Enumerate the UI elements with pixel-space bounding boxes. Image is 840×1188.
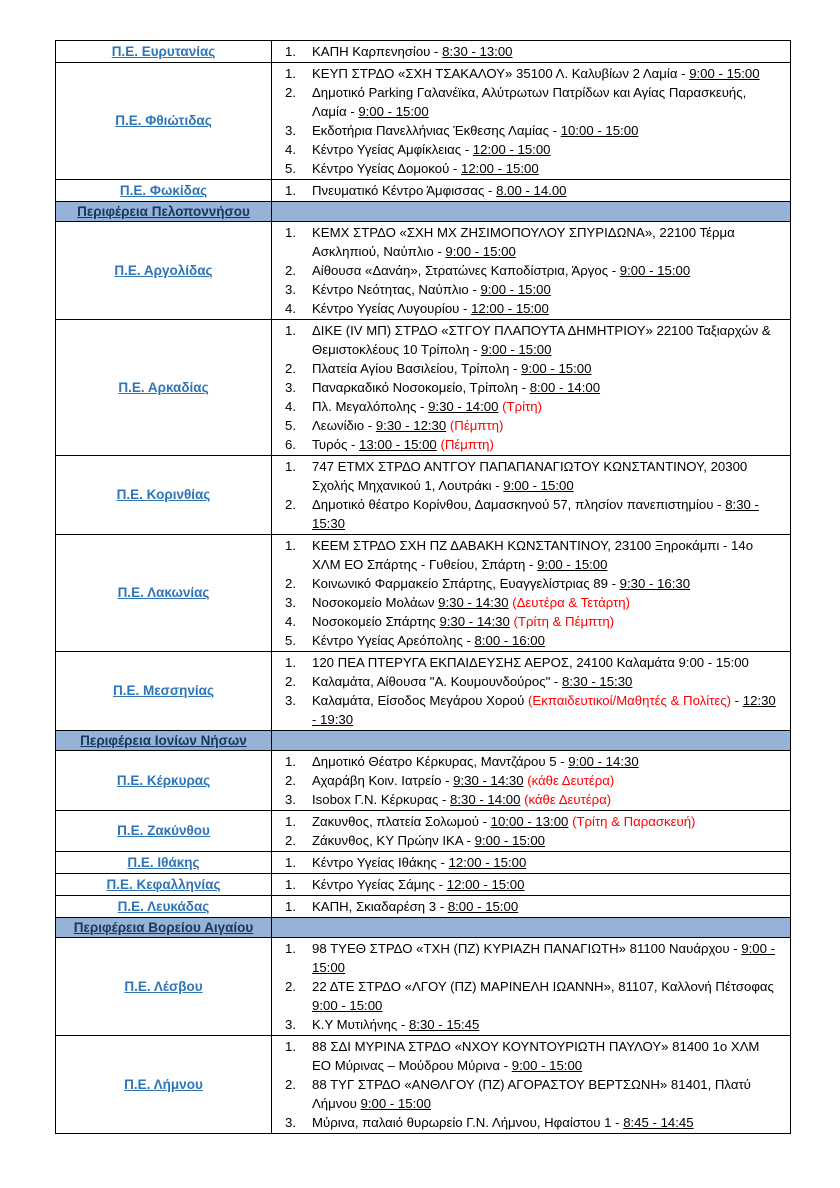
location-item [272,897,790,916]
unit-name-cell [56,222,272,320]
unit-name-cell [56,652,272,731]
hours-range: 9:00 - 15:00 [537,557,608,572]
location-text: Κέντρο Υγείας Δομοκού - [312,161,461,176]
locations-cell [272,41,791,63]
region-header-label: Περιφέρεια Πελοποννήσου [77,204,250,219]
hours-range: 8:00 - 16:00 [474,633,545,648]
location-item [272,435,790,454]
item-text [312,378,790,397]
location-item [272,121,790,140]
location-item [272,397,790,416]
unit-row [56,1036,791,1134]
unit-row [56,938,791,1036]
item-number: 5. [285,633,296,648]
hours-range: 12:00 - 15:00 [446,877,525,892]
day-note: (Τρίτη & Παρασκευή) [572,814,696,829]
hours-range: 9:00 - 15:00 [358,104,429,119]
item-number: 2. [285,1077,296,1092]
item-number: 1. [285,754,296,769]
item-text [312,691,790,729]
hours-range: 8.00 - 14.00 [496,183,567,198]
hours-range: 9:30 - 16:30 [619,576,691,591]
hours-range: 9:00 - 15:00 [503,478,574,493]
item-text [312,121,790,140]
item-text [312,653,790,672]
item-number: 2. [285,497,296,512]
unit-name-cell [56,896,272,918]
location-item [272,299,790,318]
item-text [312,593,790,612]
hours-range: 9:00 - 15:00 [312,941,776,975]
region-header-row [56,202,791,222]
hours-range: 9:00 - 15:00 [445,244,516,259]
location-item [272,939,790,977]
item-number: 1. [285,459,296,474]
item-number: 3. [285,282,296,297]
location-text: Πλατεία Αγίου Βασιλείου, Τρίπολη - [312,361,522,376]
item-number: 6. [285,437,296,452]
hours-range: 9:00 - 15:00 [511,1058,583,1073]
hours-range: 9:00 - 15:00 [619,263,691,278]
item-number: 3. [285,123,296,138]
hours-range: 9:00 - 15:00 [312,998,383,1013]
location-item [272,672,790,691]
day-note: (Τρίτη & Πέμπτη) [513,614,615,629]
item-text [312,181,790,200]
locations-cell [272,652,791,731]
item-text [312,771,790,790]
location-text: Ζάκυνθος, ΚΥ Πρώην ΙΚΑ - [312,833,475,848]
unit-row [56,180,791,202]
location-item [272,64,790,83]
location-text: Πνευματικό Κέντρο Άμφισσας - [312,183,497,198]
locations-cell [272,320,791,456]
location-text: Κέντρο Υγείας Αρεόπολης - [312,633,475,648]
item-number: 4. [285,614,296,629]
item-text [312,1037,790,1075]
unit-name-cell [56,456,272,535]
locations-cell [272,751,791,811]
location-text: Κοινωνικό Φαρμακείο Σπάρτης, Ευαγγελίστριας 89 - [312,576,620,591]
item-text [312,299,790,318]
item-text [312,939,790,977]
hours-range: 12:30 - 19:30 [312,693,776,727]
item-text [312,1075,790,1113]
location-text: 120 ΠΕΑ ΠΤΕΡΥΓΑ ΕΚΠΑΙΔΕΥΣΗΣ ΑΕΡΟΣ, 24100 Καλαμάτα 9:00 - 15:00 [312,655,749,670]
unit-link[interactable]: Π.Ε. Αργολίδας [114,262,213,278]
region-header-label: Περιφέρεια Ιονίων Νήσων [80,733,247,748]
unit-link[interactable]: Π.Ε. Λακωνίας [117,585,210,600]
item-number: 1. [285,877,296,892]
unit-row [56,320,791,456]
hours-range: 9:30 - 14:30 [439,614,510,629]
hours-range: 9:00 - 15:00 [360,1096,431,1111]
item-number: 1. [285,1039,296,1054]
location-item [272,359,790,378]
item-text [312,812,790,831]
item-text [312,42,790,61]
item-number: 1. [285,44,296,59]
location-item [272,536,790,574]
location-text: ΔΙΚΕ (ΙV ΜΠ) ΣΤΡΔΟ «ΣΤΓΟΥ ΠΛΑΠΟΥΤΑ ΔΗΜΗΤΡΙΟΥ» 22100 Ταξιαρχών & Θεμιστοκλέους 10 Τρίπολη - [312,323,771,357]
item-text [312,612,790,631]
region-header-cell [56,918,272,938]
location-text: Μύρινα, παλαιό θυρωρείο Γ.Ν. Λήμνου, Ηφαίστου 1 - [312,1115,624,1130]
locations-cell [272,180,791,202]
item-text [312,875,790,894]
unit-row [56,751,791,811]
location-item [272,321,790,359]
item-text [312,495,790,533]
hours-range: 8:30 - 15:30 [561,674,633,689]
item-text [312,1015,790,1034]
location-item [272,140,790,159]
location-item [272,691,790,729]
region-header-label: Περιφέρεια Βορείου Αιγαίου [73,920,254,935]
unit-row [56,852,791,874]
location-item [272,457,790,495]
location-text: 98 ΤΥΕΘ ΣΤΡΔΟ «ΤΧΗ (ΠΖ) ΚΥΡΙΑΖΗ ΠΑΝΑΓΙΩΤΗ» 81100 Ναυάρχου - [312,941,742,956]
item-number: 3. [285,1017,296,1032]
unit-row [56,456,791,535]
location-text: Δημοτικό Θέατρο Κέρκυρας, Μαντζάρου 5 - [312,754,569,769]
region-header-row [56,731,791,751]
location-text: Καλαμάτα, Είσοδος Μεγάρου Χορού [312,693,529,708]
locations-cell [272,896,791,918]
item-number: 1. [285,941,296,956]
unit-row [56,535,791,652]
location-item [272,812,790,831]
location-item [272,1113,790,1132]
location-text: Νοσοκομείο Σπάρτης [312,614,440,629]
location-item [272,261,790,280]
location-text: Ζακυνθος, πλατεία Σολωμού - [312,814,491,829]
item-number: 2. [285,576,296,591]
item-text [312,416,790,435]
hours-range: 13:00 - 15:00 [359,437,437,452]
location-item [272,416,790,435]
hours-range: 9:00 - 15:00 [480,282,551,297]
location-text: ΚΑΠΗ Καρπενησίου - [312,44,443,59]
item-number: 4. [285,399,296,414]
locations-cell [272,874,791,896]
location-text: 88 ΣΔΙ ΜΥΡΙΝΑ ΣΤΡΔΟ «ΝΧΟΥ ΚΟΥΝΤΟΥΡΙΩΤΗ ΠΑΥΛΟΥ» 81400 1ο ΧΛΜ ΕΟ Μύρινας – Μούδρου Μύρινα - [312,1039,760,1073]
hours-range: 8:45 - 14:45 [623,1115,694,1130]
locations-cell [272,811,791,852]
location-item [272,612,790,631]
item-text [312,321,790,359]
item-number: 1. [285,538,296,553]
region-header-row [56,918,791,938]
unit-row [56,63,791,180]
unit-name-cell [56,1036,272,1134]
item-number: 3. [285,693,296,708]
item-number: 1. [285,655,296,670]
hours-range: 8:00 - 15:00 [447,899,519,914]
locations-cell [272,456,791,535]
hours-range: 9:30 - 14:00 [428,399,499,414]
location-text: 88 ΤΥΓ ΣΤΡΔΟ «ΑΝΘΛΓΟΥ (ΠΖ) ΑΓΟΡΑΣΤΟΥ ΒΕΡΤΣΩΝΗ» 81401, Πλατύ Λήμνου [312,1077,751,1111]
unit-link[interactable]: Π.Ε. Λευκάδας [117,898,210,914]
item-number: 2. [285,979,296,994]
unit-row [56,874,791,896]
unit-name-cell [56,320,272,456]
location-text: ΚΕΜΧ ΣΤΡΔΟ «ΣΧΗ ΜΧ ΖΗΣΙΜΟΠΟΥΛΟΥ ΣΠΥΡΙΔΩΝΑ», 22100 Τέρμα Ασκληπιού, Ναύπλιο - [312,225,735,259]
hours-range: 9:00 - 15:00 [521,361,592,376]
location-text: Τυρός - [312,437,360,452]
item-text [312,223,790,261]
location-text: Κέντρο Νεότητας, Ναύπλιο - [312,282,481,297]
item-text [312,83,790,121]
location-item [272,853,790,872]
item-text [312,140,790,159]
hours-range: 9:00 - 15:00 [474,833,545,848]
location-text: Κέντρο Υγείας Αμφίκλειας - [312,142,473,157]
day-note: (Τρίτη) [502,399,542,414]
hours-range: 9:00 - 15:00 [689,66,760,81]
item-number: 2. [285,263,296,278]
location-text: 747 ΕΤΜΧ ΣΤΡΔΟ ΑΝΤΓΟΥ ΠΑΠΑΠΑΝΑΓΙΩΤΟΥ ΚΩΝΣΤΑΝΤΙΝΟΥ, 20300 Σχολής Μηχανικού 1, Λουτράκι - [312,459,748,493]
locations-cell [272,852,791,874]
location-item [272,1037,790,1075]
location-item [272,771,790,790]
location-text: Κ.Υ Μυτιλήνης - [312,1017,409,1032]
region-header-spacer [272,731,791,751]
unit-name-cell [56,535,272,652]
region-header-cell [56,202,272,222]
item-text [312,536,790,574]
day-note: (κάθε Δευτέρα) [527,773,615,788]
item-number: 3. [285,380,296,395]
location-text: Isobox Γ.Ν. Κέρκυρας - [312,792,451,807]
item-text [312,359,790,378]
unit-row [56,41,791,63]
item-text [312,672,790,691]
location-item [272,831,790,850]
unit-link[interactable]: Π.Ε. Ζακύνθου [117,823,210,838]
unit-name-cell [56,874,272,896]
unit-link[interactable]: Π.Ε. Φωκίδας [119,182,208,198]
location-text: Κέντρο Υγείας Σάμης - [312,877,447,892]
region-header-spacer [272,202,791,222]
schedule-table [55,40,791,1134]
location-text: Κέντρο Υγείας Ιθάκης - [312,855,449,870]
location-item [272,378,790,397]
location-text: Κέντρο Υγείας Λυγουρίου - [312,301,472,316]
day-note: (κάθε Δευτέρα) [524,792,612,807]
location-text: Παναρκαδικό Νοσοκομείο, Τρίπολη - [312,380,530,395]
day-note: (Πέμπτη) [440,437,494,452]
unit-link[interactable]: Π.Ε. Φθιώτιδας [115,113,212,128]
day-note: (Πέμπτη) [449,418,504,433]
location-text: Αχαράβη Κοιν. Ιατρείο - [312,773,454,788]
hours-range: 8:30 - 15:45 [408,1017,480,1032]
location-item [272,495,790,533]
hours-range: 12:00 - 15:00 [461,161,539,176]
unit-name-cell [56,751,272,811]
day-note: (Δευτέρα & Τετάρτη) [512,595,630,610]
item-number: 1. [285,855,296,870]
unit-name-cell [56,63,272,180]
item-text [312,435,790,454]
location-item [272,631,790,650]
item-number: 1. [285,66,296,81]
hours-range: 8:30 - 13:00 [442,44,513,59]
item-text [312,280,790,299]
locations-cell [272,1036,791,1134]
location-item [272,977,790,1015]
item-text [312,752,790,771]
hours-range: 8:30 - 15:30 [312,497,759,531]
location-text: - [731,693,743,708]
item-number: 3. [285,792,296,807]
region-header-cell [56,731,272,751]
location-item [272,790,790,809]
location-text: Λεωνίδιο - [312,418,376,433]
hours-range: 9:30 - 12:30 [375,418,447,433]
item-number: 5. [285,418,296,433]
item-number: 3. [285,1115,296,1130]
location-item [272,280,790,299]
item-text [312,631,790,650]
hours-range: 9:30 - 14:30 [453,773,524,788]
locations-cell [272,222,791,320]
unit-row [56,222,791,320]
item-text [312,790,790,809]
item-text [312,574,790,593]
unit-name-cell [56,41,272,63]
location-text: ΚΕΕΜ ΣΤΡΔΟ ΣΧΗ ΠΖ ΔΑΒΑΚΗ ΚΩΝΣΤΑΝΤΙΝΟΥ, 23100 Ξηροκάμπι - 14ο ΧΛΜ ΕΟ Σπάρτης - Γυθείου, Σπάρτη - [312,538,754,572]
item-text [312,831,790,850]
location-text: ΚΑΠΗ, Σκιαδαρέση 3 - [312,899,448,914]
unit-row [56,896,791,918]
location-text: Αίθουσα «Δανάη», Στρατώνες Καποδίστρια, Άργος - [312,263,620,278]
unit-link[interactable]: Π.Ε. Κέρκυρας [116,772,211,788]
location-text: Καλαμάτα, Αίθουσα "Α. Κουμουνδούρος" - [312,674,562,689]
item-text [312,457,790,495]
location-item [272,159,790,178]
location-item [272,1075,790,1113]
item-text [312,159,790,178]
location-item [272,875,790,894]
hours-range: 12:00 - 15:00 [472,142,551,157]
unit-row [56,652,791,731]
location-text: 22 ΔΤΕ ΣΤΡΔΟ «ΛΓΟΥ (ΠΖ) ΜΑΡΙΝΕΛΗ ΙΩΑΝΝΗ», 81107, Καλλονή Πέτσοφας [312,979,774,994]
unit-link[interactable]: Π.Ε. Λήμνου [124,1076,203,1092]
item-number: 2. [285,85,296,100]
item-text [312,261,790,280]
location-item [272,42,790,61]
item-number: 4. [285,301,296,316]
hours-range: 9:00 - 14:30 [568,754,639,769]
location-text: Δημοτικό θέατρο Κορίνθου, Δαμασκηνού 57, πλησίον πανεπιστημίου - [312,497,726,512]
hours-range: 9:30 - 14:30 [438,595,509,610]
item-number: 4. [285,142,296,157]
location-text: Δημοτικό Parking Γαλανέϊκα, Αλύτρωτων Πατρίδων και Αγίας Παρασκευής, Λαμία - [312,85,747,119]
item-number: 1. [285,225,296,240]
hours-range: 9:00 - 15:00 [481,342,552,357]
item-number: 5. [285,161,296,176]
location-item [272,223,790,261]
location-item [272,752,790,771]
schedule-table-body [56,41,791,1134]
location-item [272,574,790,593]
unit-name-cell [56,852,272,874]
item-number: 3. [285,595,296,610]
unit-name-cell [56,938,272,1036]
location-text: Εκδοτήρια Πανελλήνιας Έκθεσης Λαμίας - [312,123,561,138]
region-header-spacer [272,918,791,938]
hours-range: 8:00 - 14:00 [529,380,601,395]
hours-range: 10:00 - 15:00 [560,123,639,138]
item-text [312,64,790,83]
location-text: Νοσοκομείο Μολάων [312,595,439,610]
item-number: 2. [285,833,296,848]
hours-range: 8:30 - 14:00 [450,792,521,807]
item-number: 1. [285,183,296,198]
item-text [312,397,790,416]
location-item [272,181,790,200]
unit-link[interactable]: Π.Ε. Ιθάκης [127,854,200,870]
item-text [312,1113,790,1132]
item-number: 2. [285,674,296,689]
item-text [312,977,790,1015]
unit-name-cell [56,811,272,852]
location-item [272,83,790,121]
hours-range: 10:00 - 13:00 [490,814,569,829]
locations-cell [272,63,791,180]
item-number: 1. [285,323,296,338]
hours-range: 12:00 - 15:00 [448,855,527,870]
location-item [272,653,790,672]
locations-cell [272,535,791,652]
unit-link[interactable]: Π.Ε. Κεφαλληνίας [106,876,221,892]
item-number: 2. [285,361,296,376]
day-note: (Εκπαιδευτικοί/Μαθητές & Πολίτες) [528,693,732,708]
item-text [312,897,790,916]
unit-name-cell [56,180,272,202]
item-number: 2. [285,773,296,788]
locations-cell [272,938,791,1036]
unit-link[interactable]: Π.Ε. Λέσβου [124,978,203,994]
unit-link[interactable]: Π.Ε. Αρκαδίας [118,379,209,395]
location-text: Πλ. Μεγαλόπολης - [312,399,429,414]
unit-row [56,811,791,852]
unit-link[interactable]: Π.Ε. Κορινθίας [116,487,211,502]
item-number: 1. [285,899,296,914]
item-text [312,853,790,872]
location-item [272,593,790,612]
unit-link[interactable]: Π.Ε. Ευρυτανίας [111,43,216,59]
unit-link[interactable]: Π.Ε. Μεσσηνίας [113,683,214,698]
item-number: 1. [285,814,296,829]
location-item [272,1015,790,1034]
hours-range: 12:00 - 15:00 [471,301,549,316]
location-text: ΚΕΥΠ ΣΤΡΔΟ «ΣΧΗ ΤΣΑΚΑΛΟΥ» 35100 Λ. Καλυβίων 2 Λαμία - [312,66,690,81]
